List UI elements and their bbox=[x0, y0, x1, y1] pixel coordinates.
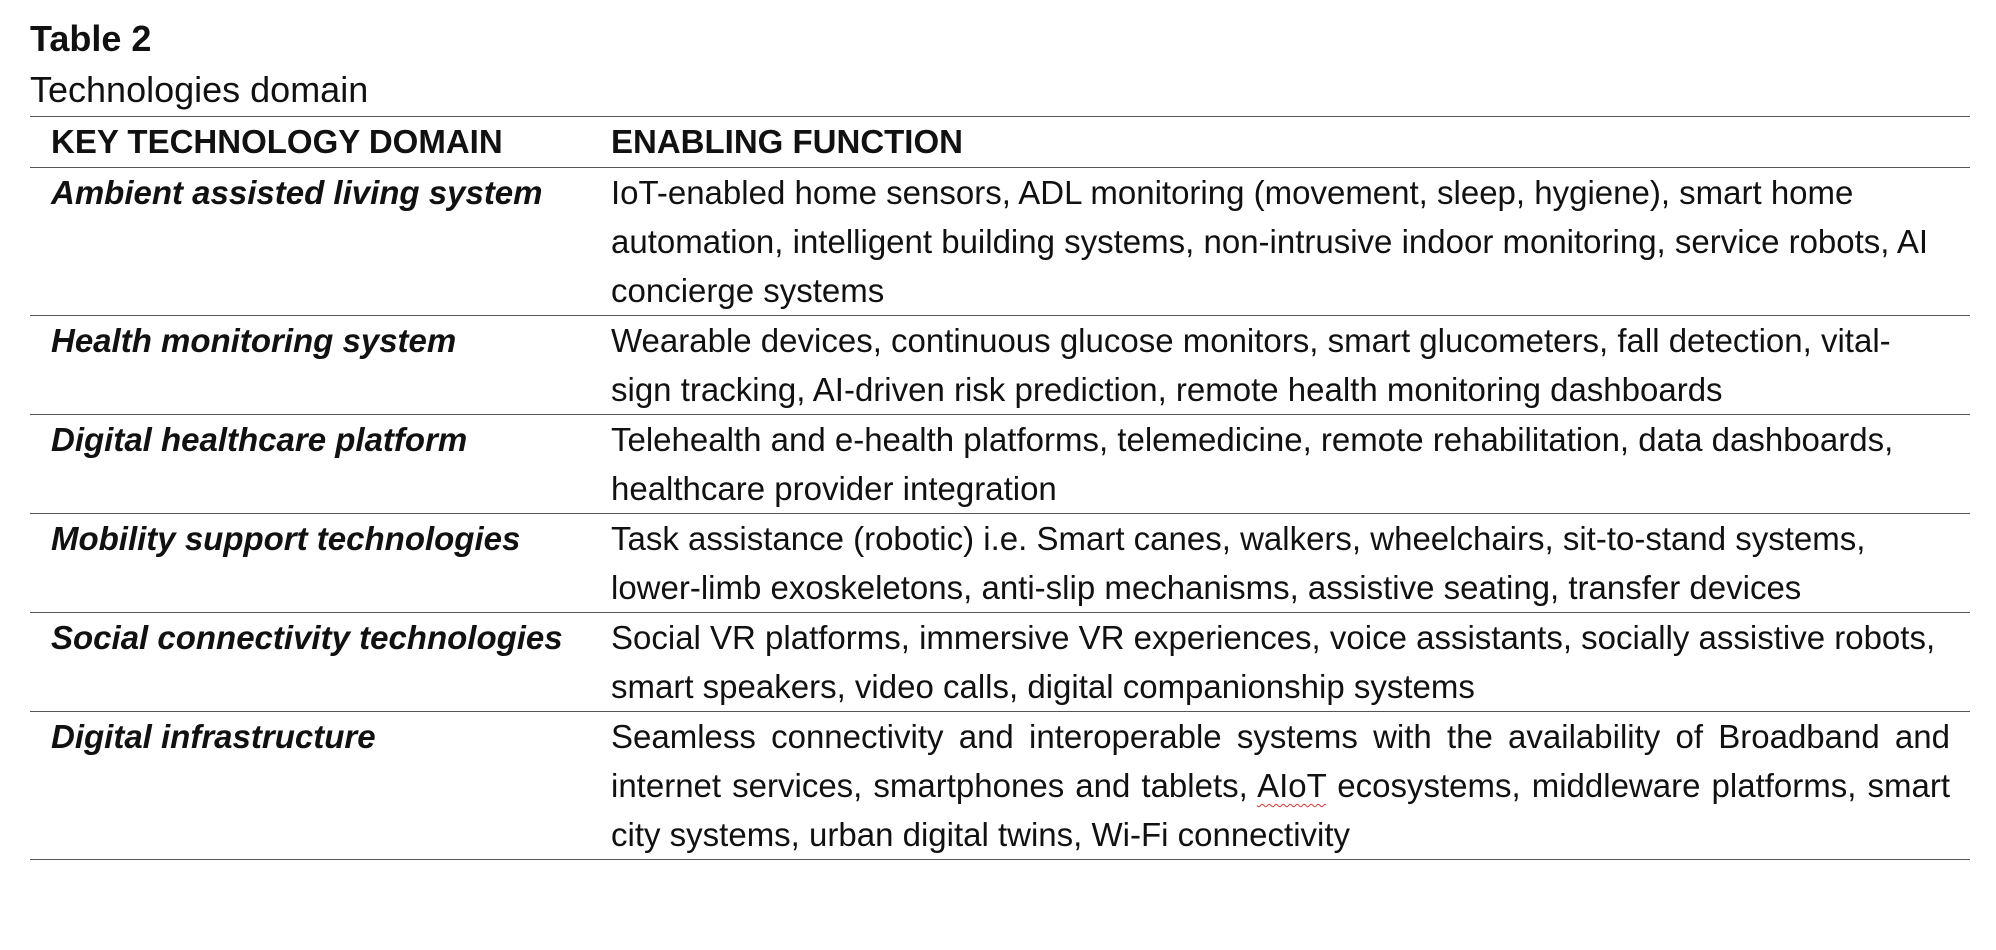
row-function: Telehealth and e-health platforms, telemedicine, remote rehabilitation, data dashboards, healthcare provider integration bbox=[611, 421, 1894, 507]
row-domain: Digital healthcare platform bbox=[51, 421, 468, 458]
table-header-row bbox=[30, 117, 1970, 168]
row-function: Wearable devices, continuous glucose monitors, smart glucometers, fall detection, vital-sign tracking, AI-driven risk prediction, remote health monitoring dashboards bbox=[611, 322, 1891, 408]
function-text-before: Seamless connectivity and interoperable systems with the availability of Broadband and internet services, smartphones and tablets, bbox=[611, 718, 1950, 804]
row-domain: Digital infrastructure bbox=[51, 718, 376, 755]
header-function: ENABLING FUNCTION bbox=[611, 123, 963, 160]
table-row bbox=[30, 514, 1970, 613]
row-domain: Mobility support technologies bbox=[51, 520, 521, 557]
row-function bbox=[590, 712, 1970, 860]
table-row bbox=[30, 168, 1970, 316]
row-domain: Health monitoring system bbox=[51, 322, 457, 359]
table-row bbox=[30, 613, 1970, 712]
header-domain: KEY TECHNOLOGY DOMAIN bbox=[51, 123, 503, 160]
row-function: IoT-enabled home sensors, ADL monitoring (movement, sleep, hygiene), smart home automation, intelligent building systems, non-intrusive indoor monitoring, service robots, AI concierge systems bbox=[611, 174, 1929, 309]
table-caption: Technologies domain bbox=[30, 69, 369, 110]
table-row bbox=[30, 712, 1970, 860]
table-row bbox=[30, 415, 1970, 514]
function-text-after: ecosystems, middleware platforms, smart city systems, urban digital twins, Wi-Fi connectivity bbox=[611, 767, 1950, 853]
table-row bbox=[30, 316, 1970, 415]
spellcheck-flagged-word: AIoT bbox=[1257, 767, 1327, 804]
document-page bbox=[30, 14, 1970, 860]
row-domain: Social connectivity technologies bbox=[51, 619, 563, 656]
table-number: Table 2 bbox=[30, 18, 152, 59]
row-function: Social VR platforms, immersive VR experiences, voice assistants, socially assistive robots, smart speakers, video calls, digital companionship systems bbox=[611, 619, 1936, 705]
technologies-table bbox=[30, 116, 1970, 860]
row-domain: Ambient assisted living system bbox=[51, 174, 543, 211]
row-function: Task assistance (robotic) i.e. Smart canes, walkers, wheelchairs, sit-to-stand systems, lower-limb exoskeletons, anti-slip mechanisms, assistive seating, transfer devices bbox=[611, 520, 1866, 606]
